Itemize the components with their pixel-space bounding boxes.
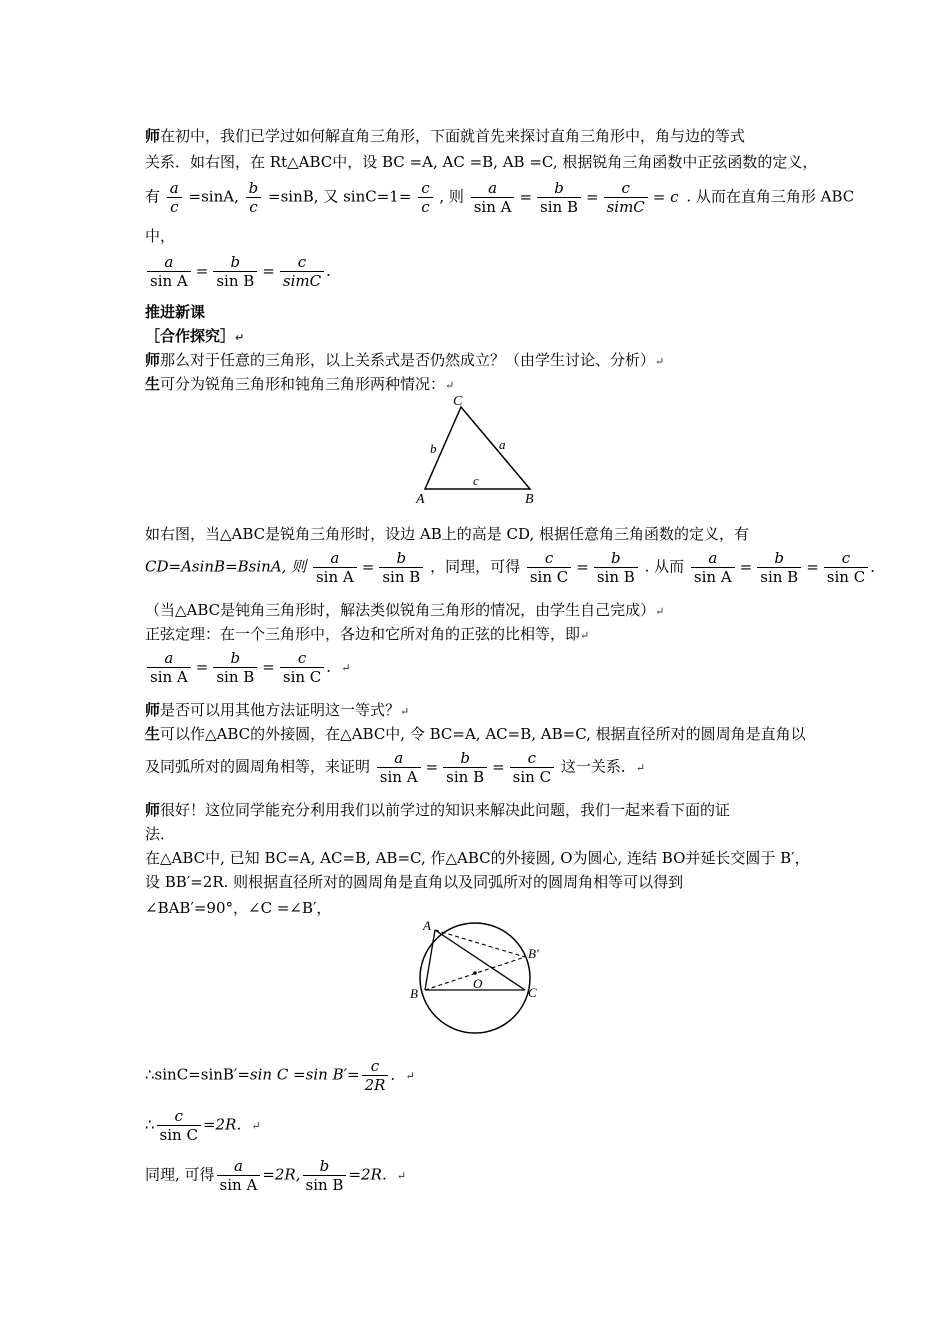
fraction-b-over-sinB: $\frac{b}{\text{sin B}}$ xyxy=(537,179,581,216)
teacher-label: 师 xyxy=(145,127,161,145)
segment-ABprime xyxy=(435,930,525,957)
vertex-A-label: A xyxy=(423,920,431,933)
side-c-label: c xyxy=(473,473,479,488)
vertex-A-label: A xyxy=(416,492,425,507)
vertex-Bprime-label: B′ xyxy=(528,946,539,961)
intro-line-4: 中， xyxy=(145,227,176,245)
conclusion-line-3: 同理, 可得 $\frac{a}{\text{sin A}}$ =2R, $\frac{b}{\text{sin B}}$ =2R．↵ xyxy=(145,1157,407,1194)
proof1-line-2: CD=AsinB=BsinA, 则 $\frac{a}{\text{sin A}}$ = $\frac{b}{\text{sin B}}$ ，同理，可得 $\frac{c}{\text{sin C}}$ = $\frac{b}{\text{sin B}}$ . 从而 $\frac{a}{\text{sin A}}$ = $\frac{b}{\text{sin B}}$ = $\frac{c}{\text{sin C}}$ ． xyxy=(145,549,886,586)
intro-line-1 xyxy=(145,125,745,148)
vertex-C-label: C xyxy=(528,985,537,1000)
dialog2-student-2: 及同弧所对的圆周角相等，来证明 $\frac{a}{\text{sin A}}$ = $\frac{b}{\text{sin B}}$ = $\frac{c}{\text{sin C}}$ 这一关系．↵ xyxy=(145,749,646,786)
intro-line-2: 关系．如右图，在 Rt△ABC中，设 BC =A, AC =B, AB =C, 根据锐角三角函数中正弦函数的定义， xyxy=(145,153,818,171)
sine-law-formula: $\frac{a}{\text{sin A}}$ = $\frac{b}{\text{sin B}}$ = $\frac{c}{\text{sin C}}$ ．↵ xyxy=(145,649,351,686)
proof2-line-2: 设 BB′=2R. 则根据直径所对的圆周角是直角以及同弧所对的圆周角相等可以得到 xyxy=(145,873,684,891)
proof1-line-3: （当△ABC是钝角三角形时，解法类似锐角三角形的情况，由学生自己完成）↵ xyxy=(145,601,665,619)
side-a-label: a xyxy=(499,437,506,452)
dialog1-student: 生可分为锐角三角形和钝角三角形两种情况：↵ xyxy=(145,375,455,393)
conclusion-line-1: ∴sinC=sinB′=sin C =sin B′= $\frac{c}{2R}$ ．↵ xyxy=(145,1057,415,1094)
fraction-a-over-sinA: $\frac{a}{\text{sin A}}$ xyxy=(471,179,515,216)
coop-heading: ［合作探究］↵ xyxy=(145,327,245,345)
intro-line-3: 有 $\frac{a}{c}$ =sinA, $\frac{b}{c}$ =sinB, 又 sinC=1= $\frac{c}{c}$ , 则 $\frac{a}{\text{sin A}}$ = $\frac{b}{\text{sin B}}$ = $\frac{c}{\text{simC}}$ = c . 从而在直角三角形 ABC xyxy=(145,179,855,216)
vertex-C-label: C xyxy=(453,394,463,409)
intro-formula: $\frac{a}{\text{sin A}}$ = $\frac{b}{\text{sin B}}$ = $\frac{c}{\text{simC}}$ ． xyxy=(145,253,341,290)
section-title: 推进新课 xyxy=(145,303,206,321)
sine-law-statement: 正弦定理：在一个三角形中，各边和它所对角的正弦的比相等，即↵ xyxy=(145,625,590,643)
dialog2-student-1: 生可以作△ABC的外接圆，在△ABC中, 令 BC=A, AC=B, AB=C, 根据直径所对的圆周角是直角以 xyxy=(145,725,806,743)
dialog2-teacher-praise: 师很好！这位同学能充分利用我们以前学过的知识来解决此问题，我们一起来看下面的证 xyxy=(145,801,731,819)
center-O-label: O xyxy=(473,976,483,991)
proof1-line-1: 如右图，当△ABC是锐角三角形时，设边 AB上的高是 CD, 根据任意角三角函数的定义，有 xyxy=(145,525,750,543)
dialog1-teacher: 师那么对于任意的三角形，以上关系式是否仍然成立？（由学生讨论、分析）↵ xyxy=(145,351,665,369)
fraction-b-over-c: $\frac{b}{c}$ xyxy=(246,179,262,216)
vertex-B-label: B xyxy=(410,986,418,1001)
vertex-B-label: B xyxy=(525,492,534,507)
dialog2-teacher: 师是否可以用其他方法证明这一等式？↵ xyxy=(145,701,410,719)
segment-AB xyxy=(425,930,435,990)
proof2-line-3: ∠BAB′=90°，∠C =∠B′， xyxy=(145,899,332,917)
center-O-dot xyxy=(473,971,477,975)
proof2-line-1: 在△ABC中, 已知 BC=A, AC=B, AB=C, 作△ABC的外接圆, O为圆心, 连结 BO并延长交圆于 B′， xyxy=(145,849,810,867)
acute-triangle-figure xyxy=(415,393,545,508)
circumcircle-figure xyxy=(407,920,557,1035)
fraction-a-over-c: $\frac{a}{c}$ xyxy=(167,179,182,216)
side-b-label: b xyxy=(430,441,437,456)
intro-text-1: 在初中，我们已学过如何解直角三角形，下面就首先来探讨直角三角形中，角与边的等式 xyxy=(160,127,746,145)
conclusion-line-2: ∴ $\frac{c}{\text{sin C}}$ =2R．↵ xyxy=(145,1107,261,1144)
fraction-c-over-c: $\frac{c}{c}$ xyxy=(418,179,432,216)
fraction-c-over-simC: $\frac{c}{\text{simC}}$ xyxy=(604,179,648,216)
dialog2-praise-2: 法． xyxy=(145,825,176,843)
